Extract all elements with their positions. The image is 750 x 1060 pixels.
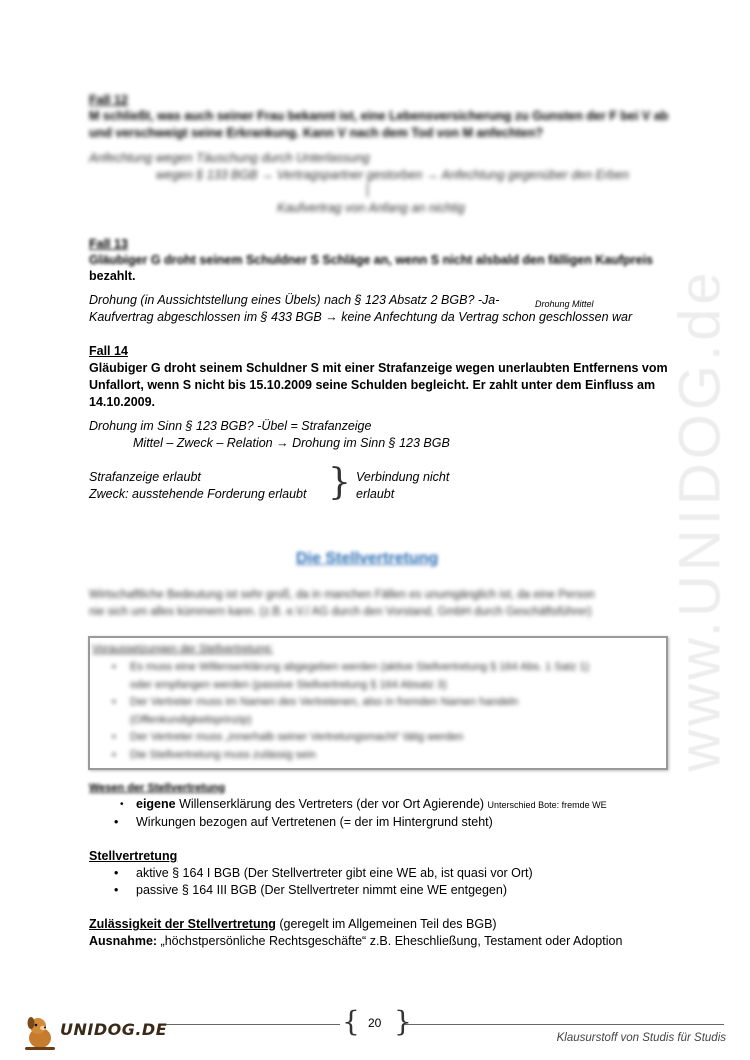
- ausnahme-text: „höchstpersönliche Rechtsgeschäfte“ z.B. Eheschließung, Testament oder Adoption: [157, 934, 623, 948]
- fall14-question-line3: 14.10.2009.: [89, 395, 156, 409]
- zul-title-rest: (geregelt im Allgemeinen Teil des BGB): [275, 917, 497, 931]
- page-number: 20: [368, 1016, 382, 1030]
- footer-brace-left-icon: {: [342, 1005, 360, 1038]
- fall14-left1: Strafanzeige erlaubt: [89, 470, 201, 484]
- fall12-note2: wegen § 133 BGB → Vertragspartner gestorben → Anfechtung gegenüber den Erben: [156, 168, 629, 182]
- fall12-note3: Kaufvertrag von Anfang an nichtig: [277, 201, 465, 215]
- curly-brace-icon: }: [328, 462, 351, 503]
- requirements-item: • Der Vertreter muss „innerhalb seiner Vertretungsmacht“ tätig werden: [112, 729, 589, 747]
- fall13-answer-line2: Kaufvertrag abgeschlossen im § 433 BGB → keine Anfechtung da Vertrag schon geschlossen war: [89, 310, 633, 324]
- bullet-icon: •: [114, 883, 119, 897]
- ausnahme-line: [89, 933, 622, 950]
- section-heading: Die Stellvertretung: [296, 550, 439, 567]
- wesen-item2: • Wirkungen bezogen auf Vertretenen (= der im Hintergrund steht): [114, 815, 493, 829]
- fall13-question-line1: Gläubiger G droht seinem Schuldner S Schläge an, wenn S nicht alsbald den fälligen Kaufpreis: [89, 253, 654, 267]
- fall13-title: Fall 13: [89, 237, 128, 251]
- fall14-left2: Zweck: ausstehende Forderung erlaubt: [89, 487, 307, 501]
- logo-text: UNIDOG.DE: [60, 1020, 168, 1039]
- wesen-item1-bold: eigene: [136, 797, 176, 811]
- fall12-note1: Anfechtung wegen Täuschung durch Unterlassung: [89, 151, 370, 165]
- bullet-icon: •: [114, 815, 119, 829]
- requirements-item: • Es muss eine Willenserklärung abgegeben werden (aktive Stellvertretung § 164 Abs. 1 Satz 1): [112, 659, 589, 677]
- watermark: www.UNIDOG.de: [667, 268, 733, 772]
- section-intro-line2: nie sich um alles kümmern kann. (z.B. e.V./ AG durch den Vorstand, GmbH durch Geschäftsführer): [89, 606, 592, 618]
- fall14-question-line2: Unfallort, wenn S nicht bis 15.10.2009 seine Schulden begleicht. Er zahlt unter dem Einfluss am: [89, 378, 656, 392]
- zul-title: Zulässigkeit der Stellvertretung: [89, 917, 276, 931]
- section-intro-line1: Wirtschaftliche Bedeutung ist sehr groß, da in manchen Fällen es unumgänglich ist, da eine Person: [89, 589, 595, 601]
- requirements-item: • Die Stellvertretung muss zulässig sein: [112, 747, 589, 765]
- wesen-item1: [120, 796, 607, 814]
- requirements-title: Voraussetzungen der Stellvertretung:: [92, 643, 274, 655]
- unidog-logo: [20, 1012, 168, 1052]
- fall13-answer-note: Drohung Mittel: [535, 299, 594, 309]
- ausnahme-label: Ausnahme:: [89, 934, 158, 948]
- fall12-question-line1: M schließt, was auch seiner Frau bekannt ist, eine Lebensversicherung zu Gunsten der F bei V ab: [89, 109, 669, 123]
- requirements-list: [112, 659, 589, 764]
- dog-icon: [20, 1012, 60, 1052]
- footer-line-left: [160, 1024, 340, 1025]
- requirements-item-cont: oder empfangen werden (passive Stellvertretung § 164 Absatz 3): [130, 678, 447, 691]
- bullet-icon: •: [114, 866, 119, 880]
- bullet-icon: •: [120, 799, 124, 810]
- wesen-item1-small: Unterschied Bote: fremde WE: [487, 800, 607, 810]
- fall14-title: Fall 14: [89, 344, 128, 358]
- footer-tagline: Klausurstoff von Studis für Studis: [556, 1032, 726, 1044]
- wesen-item1-rest: Willenserklärung des Vertreters (der vor Ort Agierende): [175, 797, 488, 811]
- wesen-title: Wesen der Stellvertretung: [89, 782, 226, 794]
- fall13-answer-line1: Drohung (in Aussichtstellung eines Übels) nach § 123 Absatz 2 BGB? -Ja-: [89, 293, 500, 307]
- stellv-item1: • aktive § 164 I BGB (Der Stellvertreter gibt eine WE ab, ist quasi vor Ort): [114, 866, 533, 880]
- fall14-right2: erlaubt: [356, 487, 395, 501]
- stellv-item2: • passive § 164 III BGB (Der Stellvertreter nimmt eine WE entgegen): [114, 883, 507, 897]
- fall12-question-line2: und verschweigt seine Erkrankung. Kann V nach dem Tod von M anfechten?: [89, 126, 544, 140]
- fall14-right1: Verbindung nicht: [356, 470, 450, 484]
- fall12-title: Fall 12: [89, 93, 128, 107]
- fall14-question-line1: Gläubiger G droht seinem Schuldner S mit einer Strafanzeige wegen unerlaubten Entfernens vom: [89, 361, 668, 375]
- fall13-question-line2: bezahlt.: [89, 269, 136, 283]
- footer-line-right: [404, 1024, 724, 1025]
- fall14-answer-line1: Drohung im Sinn § 123 BGB? -Übel = Strafanzeige: [89, 419, 372, 433]
- requirements-item: • Der Vertreter muss im Namen des Vertretenen, also in fremden Namen handeln: [112, 694, 589, 712]
- fall14-answer-line2: Mittel – Zweck – Relation → Drohung im Sinn § 123 BGB: [133, 436, 450, 450]
- zul-line: [89, 916, 497, 933]
- stellv-title: Stellvertretung: [89, 849, 178, 863]
- footer-brace-right-icon: }: [394, 1005, 412, 1038]
- fall12-arrow-line: [367, 183, 368, 197]
- requirements-item-cont: (Offenkundigkeitsprinzip): [130, 713, 252, 726]
